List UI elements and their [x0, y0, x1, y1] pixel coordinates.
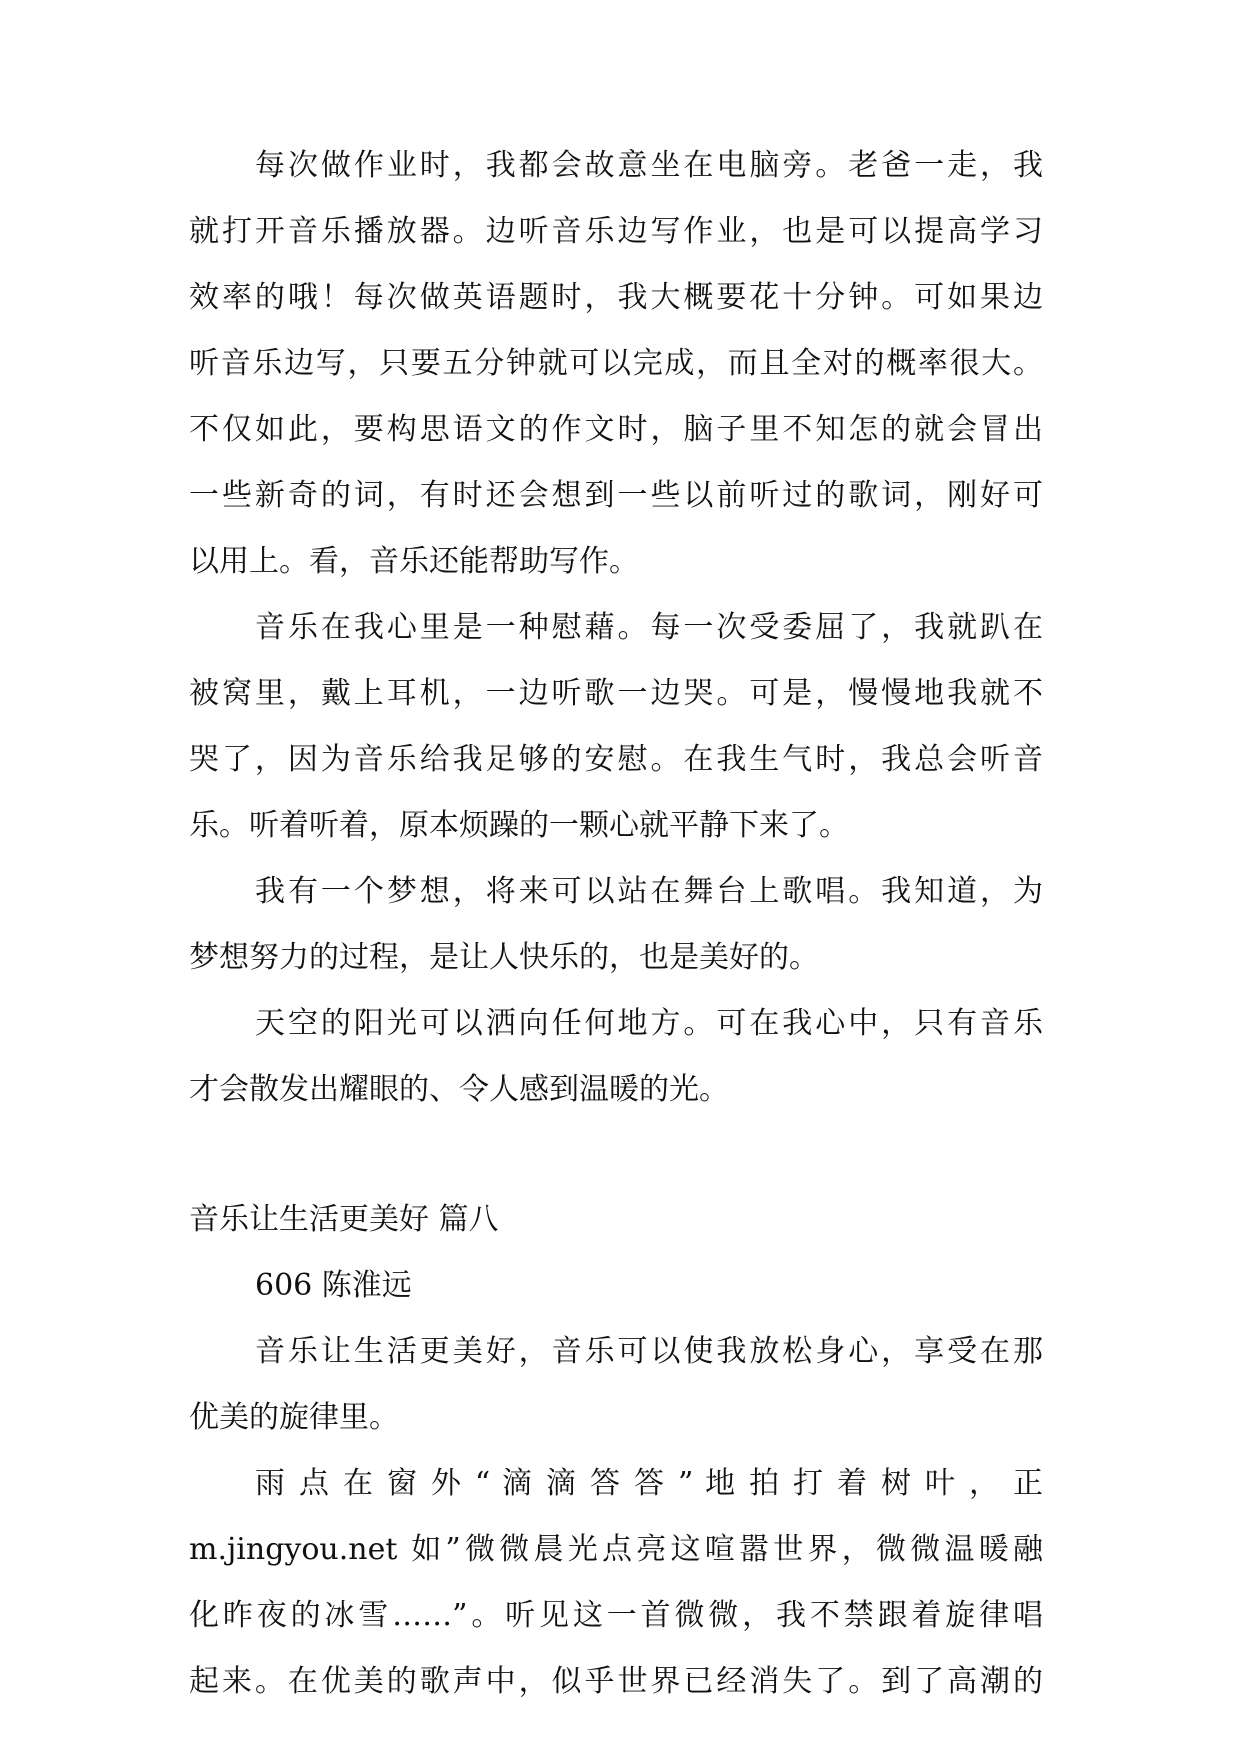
paragraph-line: 雨 点 在 窗 外 “ 滴 滴 答 答 ” 地 拍 打 着 树 叶 ， 正	[255, 1466, 1043, 1501]
paragraph-line: 我有一个梦想，将来可以站在舞台上歌唱。我知道，为	[255, 874, 1043, 909]
paragraph-line: 梦想努力的过程，是让人快乐的，也是美好的。	[189, 940, 819, 975]
paragraph-line: 才会散发出耀眼的、令人感到温暖的光。	[189, 1072, 729, 1107]
paragraph-line: 乐。听着听着，原本烦躁的一颗心就平静下来了。	[189, 808, 849, 843]
paragraph-line: m.jingyou.net 如”微微晨光点亮这喧嚣世界，微微温暖融	[189, 1532, 1043, 1567]
paragraph-line: 以用上。看，音乐还能帮助写作。	[189, 544, 639, 579]
paragraph-line: 被窝里，戴上耳机，一边听歌一边哭。可是，慢慢地我就不	[189, 676, 1043, 711]
paragraph-line: 效率的哦！每次做英语题时，我大概要花十分钟。可如果边	[189, 280, 1043, 315]
paragraph-line: 优美的旋律里。	[189, 1400, 399, 1435]
paragraph-line: 就打开音乐播放器。边听音乐边写作业，也是可以提高学习	[189, 214, 1043, 249]
paragraph-line: 起来。在优美的歌声中，似乎世界已经消失了。到了高潮的	[189, 1664, 1043, 1699]
paragraph-line: 哭了，因为音乐给我足够的安慰。在我生气时，我总会听音	[189, 742, 1043, 777]
paragraph-line: 天空的阳光可以洒向任何地方。可在我心中，只有音乐	[255, 1006, 1043, 1041]
paragraph-line: 每次做作业时，我都会故意坐在电脑旁。老爸一走，我	[255, 148, 1043, 183]
paragraph-line: 听音乐边写，只要五分钟就可以完成，而且全对的概率很大。	[189, 346, 1043, 381]
author-line: 606 陈淮远	[255, 1268, 412, 1303]
paragraph-line: 音乐在我心里是一种慰藉。每一次受委屈了，我就趴在	[255, 610, 1043, 645]
paragraph-line: 一些新奇的词，有时还会想到一些以前听过的歌词，刚好可	[189, 478, 1043, 513]
paragraph-line: 不仅如此，要构思语文的作文时，脑子里不知怎的就会冒出	[189, 412, 1043, 447]
section-heading: 音乐让生活更美好 篇八	[189, 1202, 499, 1237]
paragraph-line: 化昨夜的冰雪……”。听见这一首微微，我不禁跟着旋律唱	[189, 1598, 1043, 1633]
paragraph-line: 音乐让生活更美好，音乐可以使我放松身心，享受在那	[255, 1334, 1043, 1369]
